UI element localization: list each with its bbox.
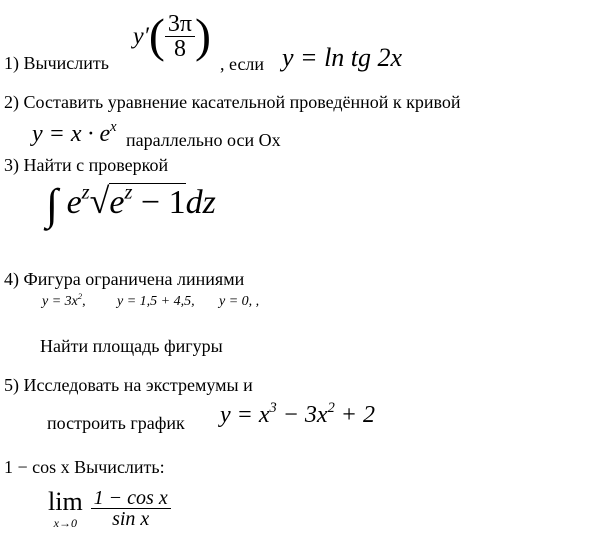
problem-4-label: 4) Фигура ограничена линиями — [4, 269, 245, 289]
problem-2-tail: параллельно оси Ox — [126, 130, 281, 150]
problem-1-label: 1) Вычислить — [4, 53, 109, 73]
problem-6-label: 1 − cos x Вычислить: — [4, 457, 165, 477]
integral-sign: ∫ — [46, 180, 59, 229]
problem-1-condition: , если — [220, 54, 265, 74]
lim-subscript: x→0 — [53, 515, 77, 530]
problem-5-subtask: построить график — [47, 413, 185, 433]
problem-4-line-2: y = 1,5 + 4,5, — [117, 294, 195, 309]
problem-1-formula: y = ln tg 2x — [282, 43, 403, 72]
problem-2-label: 2) Составить уравнение касательной проведённой к кривой — [4, 92, 461, 112]
problem-4-line-1: $y = 3x^2$, — [42, 292, 86, 309]
frac-numerator: 3π — [165, 12, 195, 37]
problem-6-limit — [48, 488, 171, 529]
lim-operator: lim — [48, 486, 83, 516]
problem-1-derivative: y′( $\frac{3\pi}{8}$ ) — [133, 9, 211, 63]
limit-numerator: 1 − cos x — [91, 488, 171, 509]
problem-5-label: 5) Исследовать на экстремумы и — [4, 375, 253, 395]
limit-denominator: sin x — [112, 508, 150, 530]
problem-4-line-3: y = 0, , — [219, 294, 260, 309]
sqrt-sign: √ — [89, 181, 110, 221]
problem-2-formula: $y = x \cdot e^x$ — [32, 118, 117, 147]
problem-3-label: 3) Найти с проверкой — [4, 155, 169, 175]
frac-denominator: 8 — [173, 36, 186, 62]
problem-5-formula: $y = x^3 - 3x^2 + 2$ — [220, 399, 375, 428]
problem-3-integral: ∫ $e^z√e^z - 1dz$ — [46, 180, 216, 229]
problem-4-subtask: Найти площадь фигуры — [40, 336, 223, 356]
